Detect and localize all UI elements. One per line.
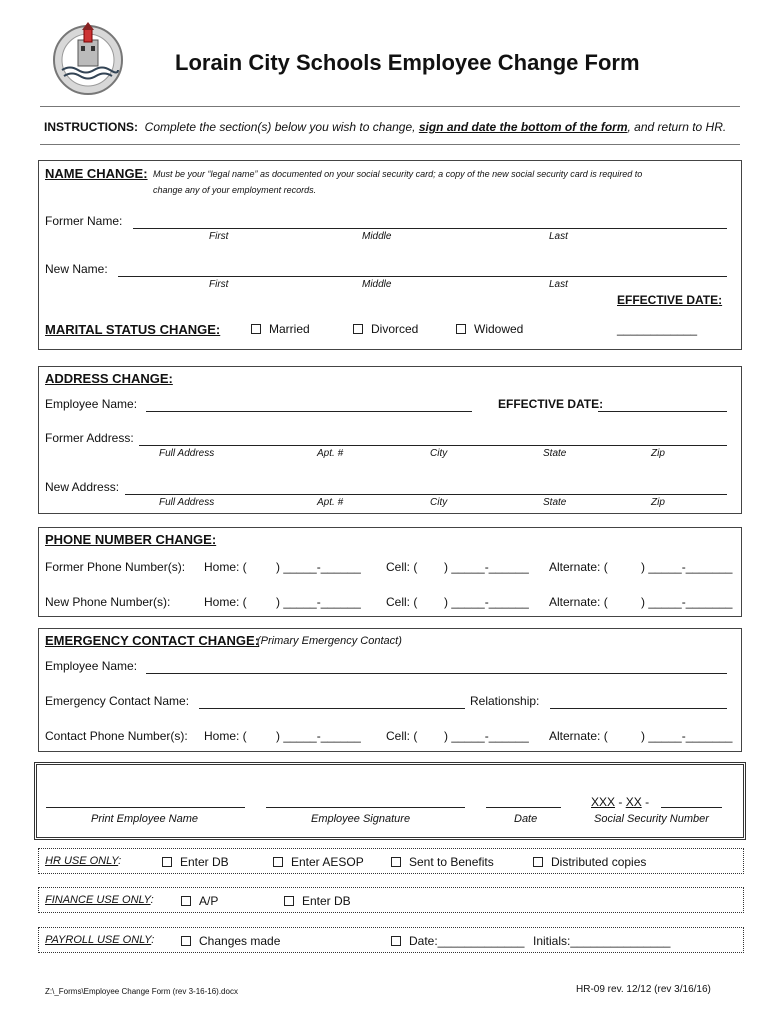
former-apt-label: Apt. # bbox=[317, 448, 344, 459]
date-label: Date bbox=[514, 813, 538, 825]
relationship-field[interactable] bbox=[550, 708, 727, 709]
former-zip-label: Zip bbox=[651, 448, 665, 459]
name-change-note-2: change any of your employment records. bbox=[153, 185, 317, 195]
signature-field[interactable] bbox=[266, 807, 465, 808]
divorced-checkbox[interactable] bbox=[353, 324, 363, 334]
payroll-date-checkbox[interactable] bbox=[391, 936, 401, 946]
new-zip-label: Zip bbox=[651, 497, 665, 508]
address-employee-field[interactable] bbox=[146, 411, 472, 412]
footer-revision: HR-09 rev. 12/12 (rev 3/16/16) bbox=[576, 984, 711, 995]
former-name-field[interactable] bbox=[133, 228, 727, 229]
hr-distributed-checkbox[interactable] bbox=[533, 857, 543, 867]
contact-cell-label: Cell: ( bbox=[386, 729, 418, 743]
finance-enter-db-checkbox[interactable] bbox=[284, 896, 294, 906]
hr-enter-db-option[interactable]: Enter DB bbox=[162, 855, 229, 869]
contact-alternate-label: Alternate: ( bbox=[549, 729, 608, 743]
payroll-use-label: PAYROLL USE ONLY: bbox=[45, 934, 155, 946]
emergency-contact-heading: EMERGENCY CONTACT CHANGE: bbox=[45, 633, 260, 648]
finance-use-label: FINANCE USE ONLY: bbox=[45, 894, 154, 906]
instructions-text-c: , and return to HR. bbox=[627, 120, 727, 134]
instructions-divider bbox=[40, 144, 740, 145]
payroll-date-field[interactable]: Date:_____________ bbox=[391, 934, 524, 948]
new-full-address-label: Full Address bbox=[159, 497, 215, 508]
relationship-label: Relationship: bbox=[470, 694, 540, 708]
address-change-heading: ADDRESS CHANGE: bbox=[45, 371, 173, 386]
signature-label: Employee Signature bbox=[311, 813, 411, 825]
ssn-label: Social Security Number bbox=[594, 813, 709, 825]
payroll-changes-option[interactable]: Changes made bbox=[181, 934, 280, 948]
former-state-label: State bbox=[543, 448, 567, 459]
new-cell-label: Cell: ( bbox=[386, 595, 418, 609]
new-home-label: Home: ( bbox=[204, 595, 247, 609]
former-name-label: Former Name: bbox=[45, 214, 123, 228]
instructions-label: INSTRUCTIONS: bbox=[44, 120, 138, 134]
former-alternate-label: Alternate: ( bbox=[549, 560, 608, 574]
hr-sent-benefits-checkbox[interactable] bbox=[391, 857, 401, 867]
former-address-label: Former Address: bbox=[45, 431, 134, 445]
new-city-label: City bbox=[430, 497, 448, 508]
new-address-field[interactable] bbox=[125, 494, 727, 495]
new-first-label: First bbox=[209, 279, 229, 290]
hr-use-label: HR USE ONLY: bbox=[45, 855, 122, 867]
name-effective-date-field[interactable]: ____________ bbox=[617, 322, 698, 336]
emergency-contact-name-field[interactable] bbox=[199, 708, 465, 709]
former-first-label: First bbox=[209, 231, 229, 242]
ssn-field[interactable]: XXX - XX - bbox=[591, 795, 650, 809]
new-home-field[interactable]: ) _____-______ bbox=[276, 595, 361, 609]
date-field[interactable] bbox=[486, 807, 561, 808]
contact-numbers-label: Contact Phone Number(s): bbox=[45, 729, 188, 743]
hr-enter-db-checkbox[interactable] bbox=[162, 857, 172, 867]
contact-home-field[interactable]: ) _____-______ bbox=[276, 729, 361, 743]
header-divider bbox=[40, 106, 740, 107]
name-effective-date-label: EFFECTIVE DATE: bbox=[617, 293, 723, 307]
former-middle-label: Middle bbox=[362, 231, 392, 242]
contact-home-label: Home: ( bbox=[204, 729, 247, 743]
new-phone-label: New Phone Number(s): bbox=[45, 595, 171, 609]
hr-enter-aesop-option[interactable]: Enter AESOP bbox=[273, 855, 364, 869]
school-logo bbox=[48, 18, 128, 98]
new-name-label: New Name: bbox=[45, 262, 108, 276]
new-apt-label: Apt. # bbox=[317, 497, 344, 508]
footer-file-path: Z:\_Forms\Employee Change Form (rev 3-16-16).docx bbox=[45, 987, 238, 996]
name-change-note-1: Must be your “legal name” as documented on your social security card; a copy of the new social security card is required to bbox=[153, 169, 643, 179]
former-phone-label: Former Phone Number(s): bbox=[45, 560, 186, 574]
payroll-initials-field[interactable]: Initials:_______________ bbox=[533, 934, 671, 948]
instructions bbox=[44, 120, 726, 134]
new-last-label: Last bbox=[549, 279, 568, 290]
emergency-contact-note: (Primary Emergency Contact) bbox=[257, 635, 402, 647]
contact-alternate-field[interactable]: ) _____-_______ bbox=[641, 729, 733, 743]
former-cell-field[interactable]: ) _____-______ bbox=[444, 560, 529, 574]
new-address-label: New Address: bbox=[45, 480, 120, 494]
contact-cell-field[interactable]: ) _____-______ bbox=[444, 729, 529, 743]
emergency-employee-field[interactable] bbox=[146, 673, 727, 674]
former-cell-label: Cell: ( bbox=[386, 560, 418, 574]
page-title: Lorain City Schools Employee Change Form bbox=[175, 50, 640, 75]
married-option[interactable]: Married bbox=[251, 322, 310, 336]
former-last-label: Last bbox=[549, 231, 568, 242]
former-home-field[interactable]: ) _____-______ bbox=[276, 560, 361, 574]
hr-distributed-option[interactable]: Distributed copies bbox=[533, 855, 646, 869]
finance-ap-checkbox[interactable] bbox=[181, 896, 191, 906]
new-middle-label: Middle bbox=[362, 279, 392, 290]
hr-sent-benefits-option[interactable]: Sent to Benefits bbox=[391, 855, 494, 869]
emergency-employee-label: Employee Name: bbox=[45, 659, 138, 673]
former-address-field[interactable] bbox=[139, 445, 727, 446]
former-alternate-field[interactable]: ) _____-_______ bbox=[641, 560, 733, 574]
widowed-checkbox[interactable] bbox=[456, 324, 466, 334]
new-state-label: State bbox=[543, 497, 567, 508]
former-full-address-label: Full Address bbox=[159, 448, 215, 459]
print-name-label: Print Employee Name bbox=[91, 813, 198, 825]
address-effective-date-label: EFFECTIVE DATE: bbox=[498, 397, 604, 411]
name-change-heading: NAME CHANGE: bbox=[45, 166, 148, 181]
divorced-option[interactable]: Divorced bbox=[353, 322, 418, 336]
new-alternate-label: Alternate: ( bbox=[549, 595, 608, 609]
address-effective-date-field[interactable] bbox=[598, 411, 727, 412]
hr-enter-aesop-checkbox[interactable] bbox=[273, 857, 283, 867]
former-city-label: City bbox=[430, 448, 448, 459]
phone-change-heading: PHONE NUMBER CHANGE: bbox=[45, 532, 217, 547]
new-alternate-field[interactable]: ) _____-_______ bbox=[641, 595, 733, 609]
new-cell-field[interactable]: ) _____-______ bbox=[444, 595, 529, 609]
instructions-text-a: Complete the section(s) below you wish to change, bbox=[144, 120, 419, 134]
address-change-section bbox=[38, 366, 742, 514]
payroll-changes-checkbox[interactable] bbox=[181, 936, 191, 946]
married-checkbox[interactable] bbox=[251, 324, 261, 334]
print-name-field[interactable] bbox=[46, 807, 245, 808]
address-employee-label: Employee Name: bbox=[45, 397, 138, 411]
finance-enter-db-option[interactable]: Enter DB bbox=[284, 894, 351, 908]
widowed-option[interactable]: Widowed bbox=[456, 322, 523, 336]
new-name-field[interactable] bbox=[118, 276, 727, 277]
finance-ap-option[interactable]: A/P bbox=[181, 894, 218, 908]
former-home-label: Home: ( bbox=[204, 560, 247, 574]
emergency-contact-name-label: Emergency Contact Name: bbox=[45, 694, 190, 708]
marital-status-heading: MARITAL STATUS CHANGE: bbox=[45, 322, 221, 337]
instructions-text-b: sign and date the bottom of the form bbox=[418, 120, 628, 134]
ssn-last-field[interactable] bbox=[661, 807, 722, 808]
